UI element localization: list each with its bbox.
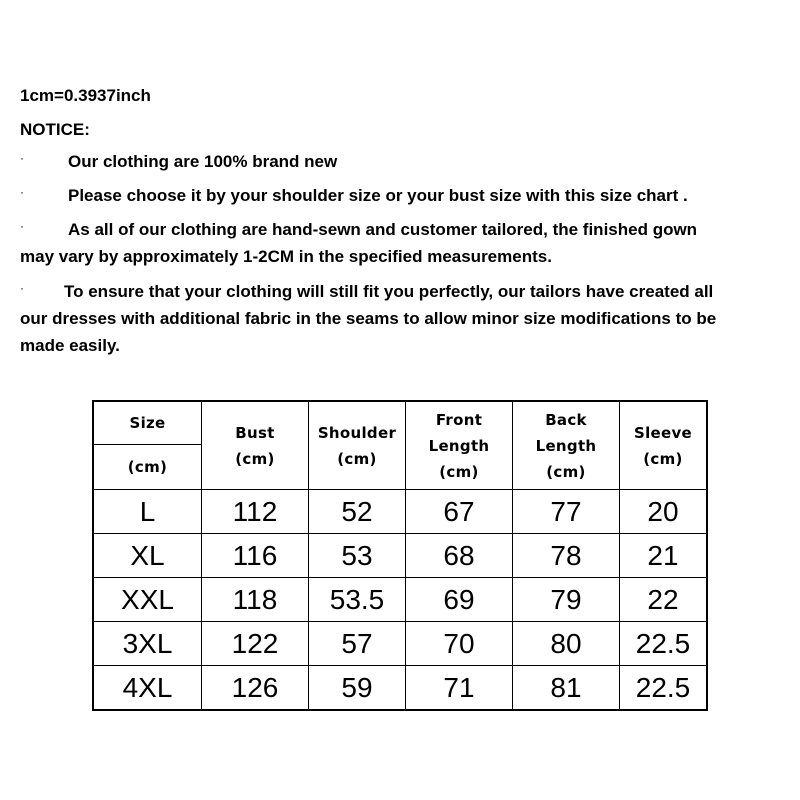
column-header-front-length <box>406 401 513 490</box>
column-header-name: Shoulder <box>317 423 397 442</box>
front-length-cell: 70 <box>406 622 513 666</box>
size-cell: 4XL <box>93 666 202 711</box>
column-header-unit: (cm) <box>235 449 275 468</box>
back-length-cell: 78 <box>513 534 620 578</box>
column-header-unit: (cm) <box>439 462 479 481</box>
notice-item-4 <box>20 278 780 359</box>
notice-item-3-line-2: may vary by approximately 1-2CM in the specified measurements. <box>20 247 552 266</box>
notes-section <box>20 86 780 359</box>
column-header-unit: (cm) <box>337 449 377 468</box>
sleeve-cell: 20 <box>620 490 708 534</box>
bullet-dot: · <box>20 219 24 233</box>
notice-item-4-line-1: To ensure that your clothing will still fit you perfectly, our tailors have created all <box>64 282 714 301</box>
bust-cell: 122 <box>202 622 309 666</box>
table-row <box>93 622 707 666</box>
notice-item-1-line-1: Our clothing are 100% brand new <box>68 152 338 171</box>
notice-item-2 <box>20 182 780 209</box>
table-row <box>93 666 707 711</box>
notice-item-2-line-1: Please choose it by your shoulder size or your bust size with this size chart . <box>68 186 688 205</box>
size-cell: XXL <box>93 578 202 622</box>
sleeve-cell: 22.5 <box>620 666 708 711</box>
bullet-dot: · <box>20 185 24 199</box>
sleeve-cell: 21 <box>620 534 708 578</box>
column-header-unit: (cm) <box>546 462 586 481</box>
back-length-cell: 79 <box>513 578 620 622</box>
notice-item-4-line-2: our dresses with additional fabric in the seams to allow minor size modifications to be <box>20 309 717 328</box>
front-length-cell: 71 <box>406 666 513 711</box>
size-cell: L <box>93 490 202 534</box>
unit-conversion: 1cm=0.3937inch <box>20 86 151 105</box>
shoulder-cell: 59 <box>309 666 406 711</box>
table-header-row <box>93 401 707 445</box>
back-length-cell: 77 <box>513 490 620 534</box>
sleeve-cell: 22.5 <box>620 622 708 666</box>
column-header-back-length <box>513 401 620 490</box>
column-header-name: Front Length <box>428 410 490 455</box>
table-row <box>93 490 707 534</box>
sleeve-cell: 22 <box>620 578 708 622</box>
column-header-unit: (cm) <box>643 449 683 468</box>
front-length-cell: 67 <box>406 490 513 534</box>
notice-item-3-line-1: As all of our clothing are hand-sewn and customer tailored, the finished gown <box>68 220 698 239</box>
table-row <box>93 534 707 578</box>
column-header-name: Sleeve <box>633 423 693 442</box>
column-header-sleeve <box>620 401 708 490</box>
table-row <box>93 578 707 622</box>
size-cell: XL <box>93 534 202 578</box>
shoulder-cell: 52 <box>309 490 406 534</box>
shoulder-cell: 53 <box>309 534 406 578</box>
size-header-unit: (cm) <box>93 445 202 490</box>
notice-item-1 <box>20 148 780 175</box>
bust-cell: 116 <box>202 534 309 578</box>
front-length-cell: 68 <box>406 534 513 578</box>
back-length-cell: 81 <box>513 666 620 711</box>
column-header-shoulder <box>309 401 406 490</box>
column-header-name: Back Length <box>535 410 597 455</box>
size-cell: 3XL <box>93 622 202 666</box>
back-length-cell: 80 <box>513 622 620 666</box>
notice-item-3 <box>20 216 780 270</box>
shoulder-cell: 53.5 <box>309 578 406 622</box>
bust-cell: 118 <box>202 578 309 622</box>
bullet-dot: · <box>20 151 24 165</box>
bullet-dot: · <box>20 281 24 295</box>
shoulder-cell: 57 <box>309 622 406 666</box>
notice-item-4-line-3: made easily. <box>20 336 120 355</box>
size-header-top: Size <box>93 401 202 445</box>
column-header-bust <box>202 401 309 490</box>
front-length-cell: 69 <box>406 578 513 622</box>
bust-cell: 112 <box>202 490 309 534</box>
notice-title: NOTICE: <box>20 120 90 139</box>
bust-cell: 126 <box>202 666 309 711</box>
size-chart-table <box>92 400 708 711</box>
column-header-name: Bust <box>235 423 275 442</box>
